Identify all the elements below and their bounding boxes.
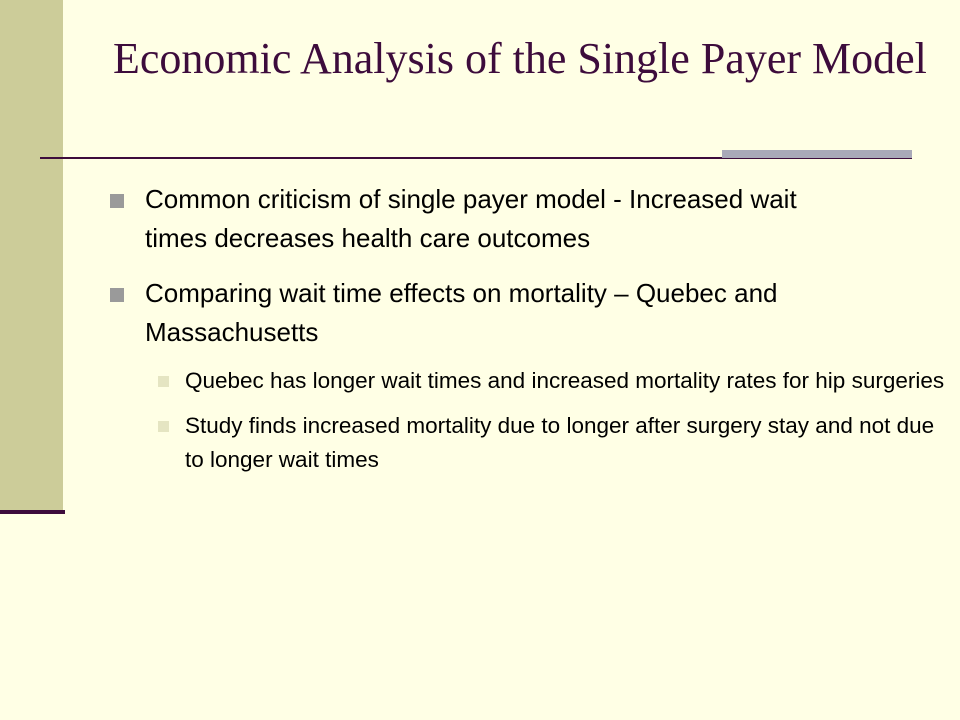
bullet-text: Comparing wait time effects on mortality – Quebec and Massachusetts [145, 278, 778, 347]
bullet-level2 [185, 364, 955, 398]
slide-title: Economic Analysis of the Single Payer Model [113, 34, 927, 83]
bullet-level1 [145, 180, 845, 258]
bullet-text: Common criticism of single payer model - Increased wait times decreases health care outcomes [145, 184, 797, 253]
bullet-text: Study finds increased mortality due to longer after surgery stay and not due to longer wait times [185, 413, 935, 472]
square-bullet-icon [110, 288, 124, 302]
left-band-underline [0, 510, 65, 514]
bullet-level2 [185, 409, 955, 477]
bullet-level1 [145, 274, 845, 352]
title-rule-accent [722, 150, 912, 158]
square-bullet-icon [158, 376, 169, 387]
square-bullet-icon [110, 194, 124, 208]
slide-content [0, 180, 960, 488]
bullet-text: Quebec has longer wait times and increased mortality rates for hip surgeries [185, 368, 945, 393]
square-bullet-icon [158, 421, 169, 432]
